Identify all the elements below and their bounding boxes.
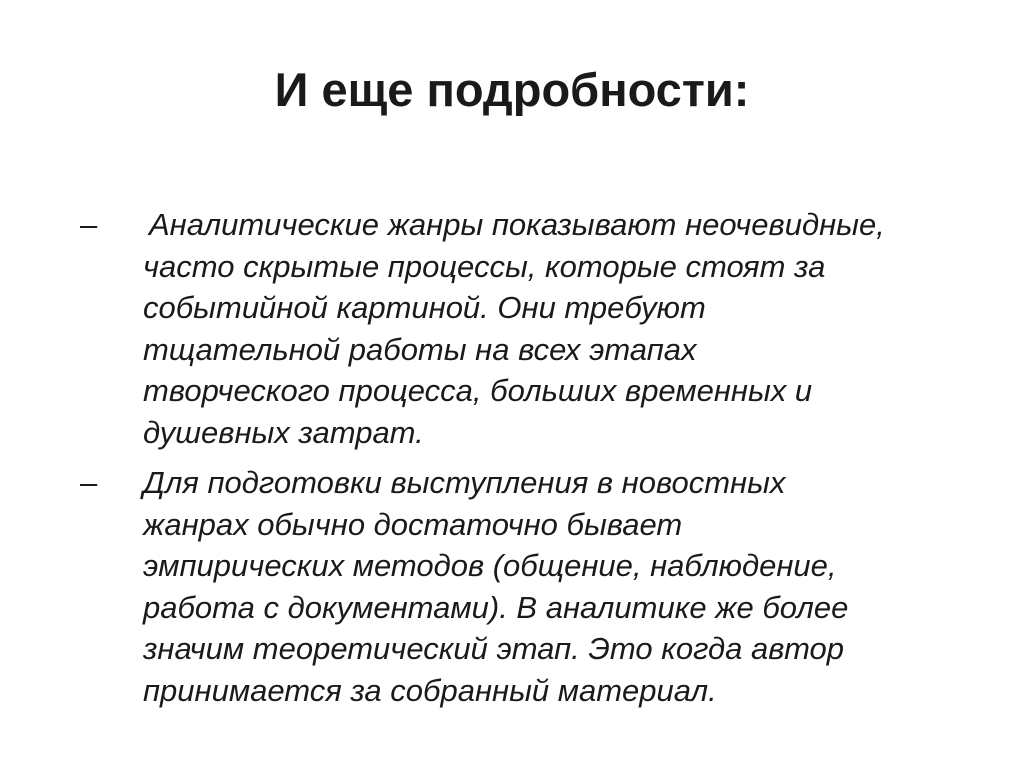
bullet-item-analytic-genres: [80, 204, 980, 453]
bullet-item-news-genres: [80, 462, 980, 711]
bullet-line: тщательной работы на всех этапах: [143, 331, 697, 367]
slide-title: И еще подробности:: [274, 63, 750, 116]
bullet-dash: –: [80, 207, 98, 242]
bullet-line: работа с документами). В аналитике же более: [143, 589, 849, 625]
bullet-line: эмпирических методов (общение, наблюдение,: [143, 548, 837, 583]
bullet-line: принимается за собранный материал.: [143, 672, 717, 708]
bullet-line: часто скрытые процессы, которые стоят за: [143, 248, 826, 284]
bullet-line: душевных затрат.: [143, 414, 424, 450]
bullet-line: событийной картиной. Они требуют: [143, 290, 706, 325]
bullet-line: значим теоретический этап. Это когда автор: [143, 631, 845, 666]
bullet-line: Для подготовки выступления в новостных: [143, 465, 786, 500]
bullet-line: жанрах обычно достаточно бывает: [143, 506, 683, 542]
bullet-dash: –: [80, 465, 98, 500]
bullet-line: Аналитические жанры показывают неочевидные,: [149, 207, 885, 242]
bullet-line: творческого процесса, больших временных и: [143, 373, 813, 408]
